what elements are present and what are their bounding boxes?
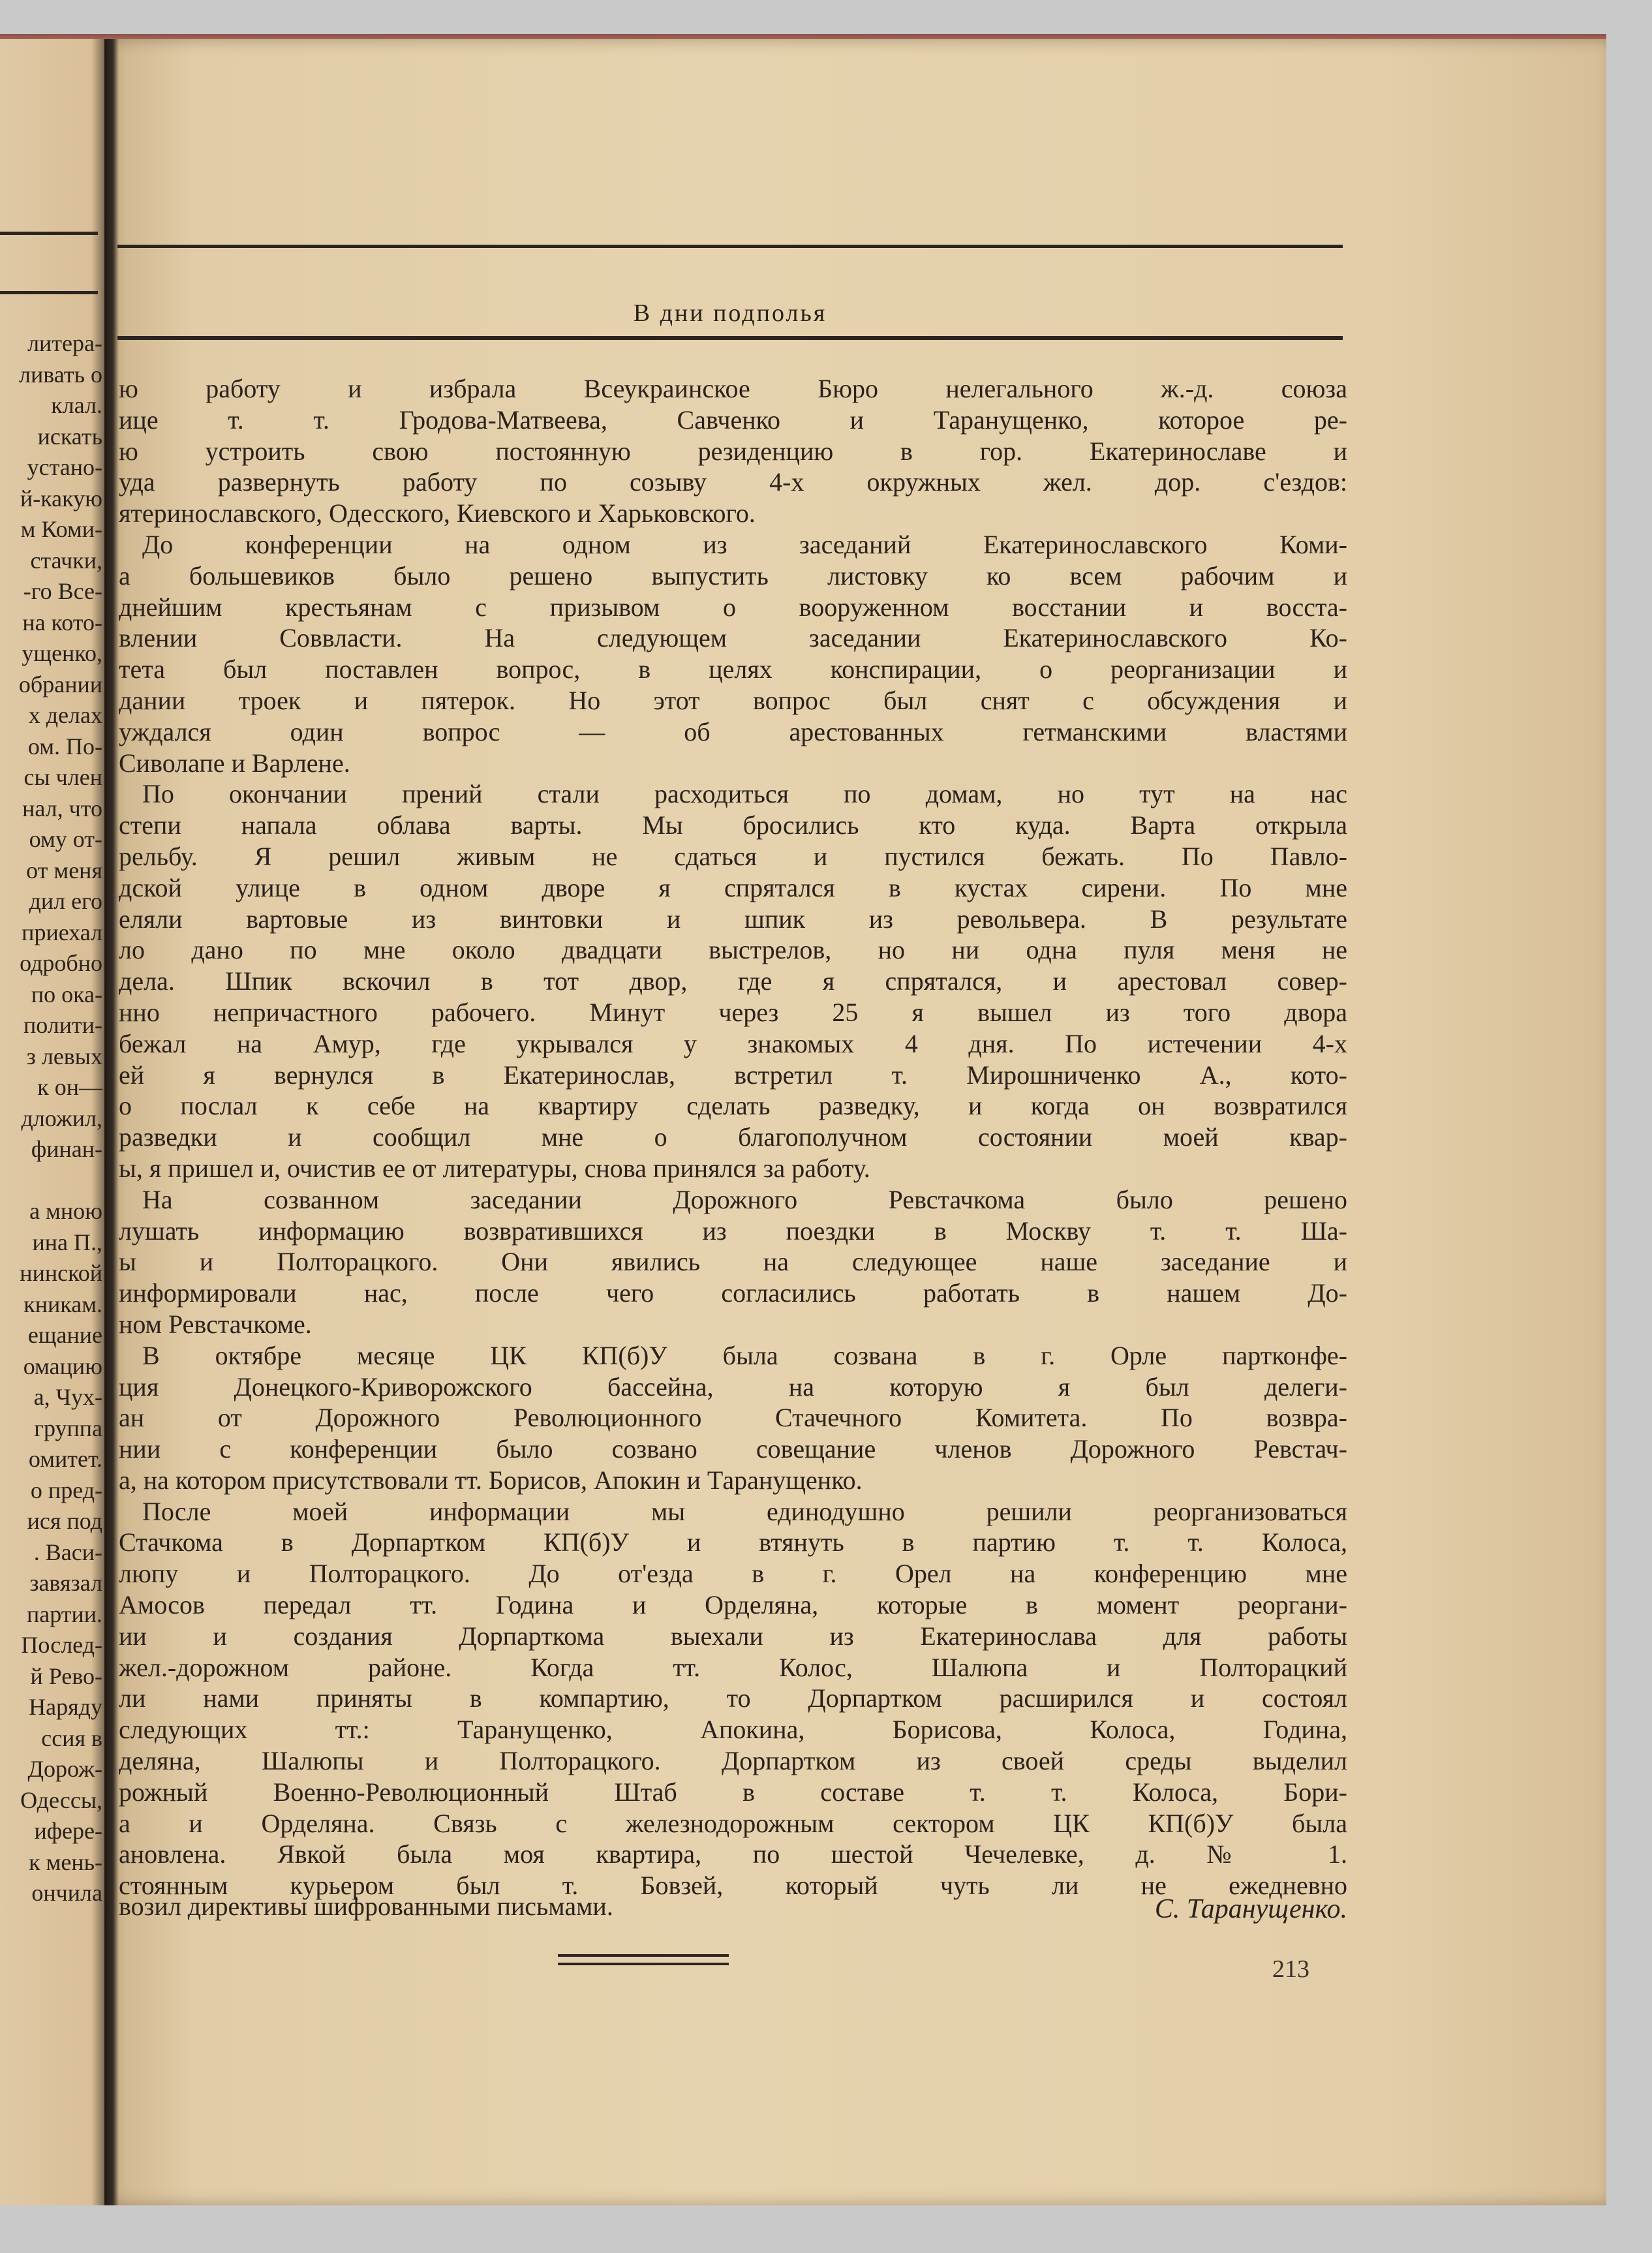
text-line: До конференции на одном из заседаний Екатеринославского Коми- — [142, 529, 1347, 559]
text-line: дании троек и пятерок. Но этот вопрос был снят с обсуждения и — [119, 685, 1347, 715]
left-page-fragment: клал. — [51, 392, 102, 418]
left-page-fragment: з левых — [26, 1043, 102, 1069]
left-page-fragment: кникам. — [23, 1291, 102, 1317]
left-page-rule — [0, 232, 98, 235]
left-page-fragment: омацию — [23, 1353, 102, 1379]
text-line: На созванном заседании Дорожного Ревстачкома было решено — [142, 1184, 1347, 1214]
text-line: ии и создания Дорпарткома выехали из Екатеринослава для работы — [119, 1621, 1347, 1651]
article-closing-line — [104, 1891, 1347, 1923]
end-rule-top — [558, 1954, 729, 1957]
text-line: жел.-дорожном районе. Когда тт. Колос, Шалюпа и Полторацкий — [119, 1652, 1347, 1682]
left-page-fragment: ися под — [27, 1508, 102, 1534]
text-line: ном Ревстачкоме. — [119, 1309, 312, 1339]
left-page-fragment: омитет. — [28, 1446, 102, 1472]
text-line: еляли вартовые из винтовки и шпик из револьвера. В результате — [119, 904, 1347, 934]
left-page-fragment: к мень- — [29, 1848, 102, 1875]
left-page-fragment: литера- — [27, 330, 102, 356]
left-page-fragment: искать — [37, 423, 102, 450]
left-page-fragment: сы член — [23, 764, 102, 790]
text-line: рожный Военно-Революционный Штаб в составе т. т. Колоса, Бори- — [119, 1777, 1347, 1807]
text-line: рельбу. Я решил живым не сдаться и пустился бежать. По Павло- — [119, 841, 1347, 871]
text-line: бежал на Амур, где укрывался у знакомых 4 дня. По истечении 4-х — [119, 1028, 1347, 1058]
left-page-fragment: ом. По- — [27, 733, 102, 759]
left-page-fragment: а мною — [29, 1198, 102, 1224]
left-page-fragment: финан- — [31, 1136, 102, 1162]
text-line: уждался один вопрос — об арестованных гетманскими властями — [119, 716, 1347, 746]
text-line: ан от Дорожного Революционного Стачечного Комитета. По возвра- — [119, 1403, 1347, 1433]
left-page-fragment: й-какую — [20, 485, 102, 512]
left-page-fragment: от меня — [26, 857, 102, 883]
text-line: дской улице в одном дворе я спрятался в кустах сирени. По мне — [119, 872, 1347, 902]
text-line: Сиволапе и Варлене. — [119, 748, 350, 778]
left-page-fragment: Дорож- — [27, 1756, 102, 1782]
book-page — [104, 39, 1606, 2205]
left-page-fragment: обрании — [18, 671, 102, 697]
end-rule-bottom — [558, 1963, 729, 1965]
text-line: Амосов передал тт. Година и Орделяна, которые в момент реоргани- — [119, 1590, 1347, 1620]
author-signature: С. Таранущенко. — [1154, 1894, 1347, 1924]
text-line: люпу и Полторацкого. До от'езда в г. Орел на конференцию мне — [119, 1559, 1347, 1589]
text-line: днейшим крестьянам с призывом о вооруженном восстании и восста- — [119, 592, 1347, 622]
article-body — [104, 373, 1347, 1901]
text-line: ю устроить свою постоянную резиденцию в гор. Екатеринославе и — [119, 436, 1347, 466]
left-page-fragment: ещание — [27, 1322, 102, 1348]
text-line: дела. Шпик вскочил в тот двор, где я спрятался, и арестовал совер- — [119, 966, 1347, 996]
left-page-fragment: . Васи- — [33, 1539, 102, 1565]
text-line: информировали нас, после чего согласились работать в нашем До- — [119, 1278, 1347, 1308]
left-page-fragment: -го Все- — [23, 578, 102, 604]
text-line: ция Донецкого-Криворожского бассейна, на которую я был делеги- — [119, 1372, 1347, 1402]
text-line: ице т. т. Гродова-Матвеева, Савченко и Таранущенко, которое ре- — [119, 405, 1347, 435]
text-line: ятеринославского, Одесского, Киевского и Харьковского. — [119, 498, 756, 529]
left-page-fragment: устано- — [27, 454, 102, 480]
text-line: лушать информацию возвратившихся из поездки в Москву т. т. Ша- — [119, 1216, 1347, 1246]
left-page-fragment: стачки, — [30, 547, 102, 574]
text-line: стоянным курьером был т. Бовзей, который чуть ли не ежедневно — [119, 1871, 1347, 1901]
running-header-title: В дни подполья — [633, 299, 827, 327]
text-line: ановлена. Явкой была моя квартира, по шестой Чечелевке, д. № 1. — [119, 1839, 1347, 1869]
left-page-fragment: приехал — [22, 919, 102, 945]
text-line: ло дано по мне около двадцати выстрелов, но ни одна пуля меня не — [119, 935, 1347, 965]
text-line: степи напала облава варты. Мы бросились кто куда. Варта открыла — [119, 810, 1347, 840]
left-page-fragment: м Коми- — [20, 516, 102, 542]
text-line: После моей информации мы единодушно решили реорганизоваться — [142, 1496, 1347, 1526]
text-line: ы и Полторацкого. Они явились на следующее наше заседание и — [119, 1247, 1347, 1277]
left-page-fragment: ливать о — [19, 361, 102, 388]
adjacent-left-page — [0, 39, 114, 2205]
left-page-fragment: Одессы, — [20, 1786, 102, 1813]
left-page-rule — [0, 291, 98, 294]
text-line: ей я вернулся в Екатеринослав, встретил т. Мирошниченко А., кото- — [119, 1060, 1347, 1090]
left-page-fragment: к он— — [37, 1074, 102, 1100]
left-page-fragment: ончила — [31, 1880, 102, 1906]
text-line: а большевиков было решено выпустить листовку ко всем рабочим и — [119, 560, 1347, 590]
text-line: деляна, Шалюпы и Полторацкого. Дорпартком из своей среды выделил — [119, 1746, 1347, 1776]
header-rule-bottom — [117, 336, 1343, 340]
left-page-fragment: ссия в — [41, 1724, 102, 1751]
text-line: нно непричастного рабочего. Минут через 25 я вышел из того двора — [119, 997, 1347, 1027]
text-line: нии с конференции было созвано совещание членов Дорожного Ревстач- — [119, 1434, 1347, 1464]
header-rule-top — [117, 245, 1343, 248]
page-number: 213 — [1272, 1955, 1309, 1983]
text-line: следующих тт.: Таранущенко, Апокина, Борисова, Колоса, Година, — [119, 1715, 1347, 1745]
text-line: разведки и сообщил мне о благополучном состоянии моей квар- — [119, 1122, 1347, 1152]
left-page-fragment: дложил, — [21, 1105, 102, 1131]
left-page-fragment: ифере- — [34, 1818, 102, 1844]
text-line: а, на котором присутствовали тт. Борисов, Апокин и Таранущенко. — [119, 1465, 863, 1495]
text-line: влении Соввласти. На следующем заседании Екатеринославского Ко- — [119, 623, 1347, 653]
text-line: ли нами приняты в компартию, то Дорпартком расширился и состоял — [119, 1683, 1347, 1713]
left-page-fragment: на кото- — [22, 609, 102, 636]
left-page-fragment: ина П., — [32, 1229, 102, 1255]
article-final-line: возил директивы шифрованными письмами. — [119, 1892, 613, 1921]
left-page-fragment: завязал — [29, 1570, 102, 1596]
left-page-fragment: дил его — [29, 888, 102, 914]
left-page-fragment: Наряду — [29, 1694, 102, 1720]
text-line: о послал к себе на квартиру сделать разведку, и когда он возвратился — [119, 1091, 1347, 1121]
text-line: тета был поставлен вопрос, в целях конспирации, о реорганизации и — [119, 654, 1347, 684]
left-page-fragment: нал, что — [22, 795, 102, 821]
left-page-fragment: о пред- — [30, 1477, 102, 1503]
left-page-fragment: а, Чух- — [33, 1384, 102, 1410]
left-page-fragment: партии. — [26, 1601, 102, 1627]
text-line: ы, я пришел и, очистив ее от литературы, снова принялся за работу. — [119, 1153, 870, 1183]
left-page-fragment: й Рево- — [30, 1663, 102, 1689]
left-page-fragment: ущенко, — [22, 640, 102, 666]
left-page-fragment: по ока- — [31, 981, 102, 1007]
text-line: В октябре месяце ЦК КП(б)У была созвана в г. Орле партконфе- — [142, 1340, 1347, 1370]
text-line: По окончании прений стали расходиться по домам, но тут на нас — [142, 779, 1347, 809]
left-page-fragment: нинской — [20, 1260, 102, 1286]
left-page-fragment: х делах — [28, 702, 102, 728]
text-line: ю работу и избрала Всеукраинское Бюро нелегального ж.-д. союза — [119, 374, 1347, 403]
left-page-fragment: одробно — [20, 950, 102, 976]
text-line: Стачкома в Дорпартком КП(б)У и втянуть в партию т. т. Колоса, — [119, 1527, 1347, 1557]
left-page-fragment: полити- — [23, 1012, 102, 1038]
left-page-fragment: Послед- — [21, 1632, 102, 1658]
left-page-fragment: ому от- — [29, 826, 102, 852]
text-line: а и Орделяна. Связь с железнодорожным сектором ЦК КП(б)У была — [119, 1808, 1347, 1838]
left-page-fragment: группа — [34, 1415, 102, 1441]
text-line: уда развернуть работу по созыву 4-х окружных жел. дор. с'ездов: — [119, 467, 1347, 497]
